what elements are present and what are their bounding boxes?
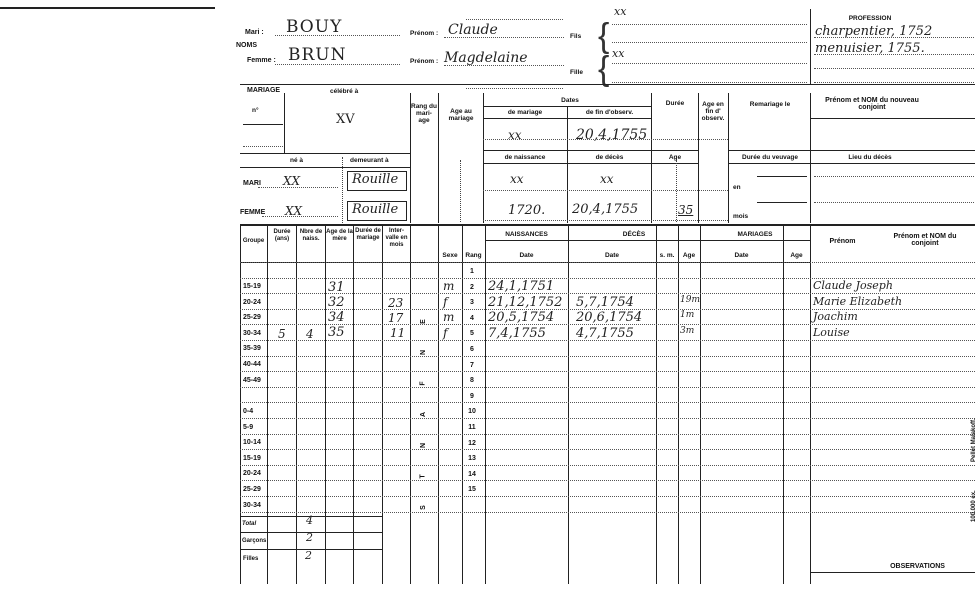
- noms-label: NOMS: [236, 42, 257, 49]
- femme-naissance-value: 1720.: [508, 203, 546, 218]
- en-label: en: [733, 184, 741, 191]
- filles-value: 2: [305, 549, 312, 562]
- prof-line-2: [814, 54, 974, 55]
- group-label: 0-4: [243, 408, 254, 415]
- rang-number: 1: [470, 268, 474, 275]
- fille-line-1: [612, 63, 807, 64]
- duree-30-34: 5: [278, 327, 286, 341]
- fin-observ-label: de fin d'observ.: [585, 109, 634, 116]
- enfants-letter: T: [419, 474, 427, 479]
- mg-v8: [810, 93, 811, 223]
- ne-demeurant-divider: [342, 157, 343, 223]
- group-label: 25-29: [243, 314, 261, 321]
- intervalle-1: 23: [388, 296, 404, 310]
- mg-h3: [483, 150, 698, 151]
- table-row-line: [240, 371, 975, 372]
- mg-dots-3: [483, 220, 728, 221]
- mari-name-line: [275, 35, 400, 36]
- enfants-letter: E: [419, 319, 427, 324]
- table-top-border: [240, 224, 975, 226]
- table-row-line: [240, 496, 975, 497]
- mg-h2: [483, 118, 651, 119]
- mari-deces-value: xx: [600, 172, 614, 186]
- enfants-letter: S: [419, 505, 427, 510]
- table-row-line: [240, 402, 975, 403]
- top-dotted-line: [466, 19, 563, 20]
- rang-number: 13: [468, 455, 476, 462]
- mg-v3: [483, 93, 484, 223]
- mg-v6: [698, 93, 699, 223]
- prof-line-1: [814, 37, 974, 38]
- table-row-line: [240, 465, 975, 466]
- femme-prenom: Magdelaine: [444, 50, 528, 66]
- th-prenom: Prénom: [829, 238, 856, 245]
- intervalle-3: 11: [390, 326, 406, 340]
- age-mere-1: 31: [328, 280, 345, 295]
- de-mariage-label: de mariage: [507, 109, 543, 116]
- child-sexe: m: [443, 310, 455, 324]
- group-label: 30-34: [243, 502, 261, 509]
- group-label: 40-44: [243, 361, 261, 368]
- mariage-no-line: [243, 124, 283, 125]
- mg-dots-1: [483, 139, 728, 140]
- header-bottom-dotted: [466, 88, 563, 89]
- femme-ne-dots: [262, 216, 338, 217]
- obs-line: [810, 572, 975, 573]
- group-label: 20-24: [243, 470, 261, 477]
- child-sexe: f: [443, 295, 448, 309]
- fils-label: Fils: [570, 33, 582, 40]
- group-label: 25-29: [243, 486, 261, 493]
- group-label: 15-19: [243, 283, 261, 290]
- femme-prenom-line: [444, 65, 564, 66]
- garcons-line: [240, 532, 382, 533]
- dates-label: Dates: [561, 97, 579, 104]
- child-age: 3m: [680, 326, 695, 336]
- child-prenom: Marie Elizabeth: [813, 295, 903, 308]
- enfants-letter: F: [419, 381, 427, 386]
- duree-label: Durée: [665, 100, 685, 107]
- rang-number: 2: [470, 284, 474, 291]
- mg-v5: [651, 93, 652, 223]
- mg-v4: [567, 106, 568, 223]
- th-nbre-naiss: Nbre de naiss.: [299, 229, 323, 242]
- enfants-letter: N: [420, 349, 428, 356]
- rang-number: 8: [470, 377, 474, 384]
- duree-dotted-mid: [676, 160, 677, 222]
- group-label: 30-34: [243, 330, 261, 337]
- femme-label: Femme :: [247, 57, 276, 64]
- mari-demeurant: Rouille: [352, 172, 399, 187]
- rang-number: 11: [468, 424, 476, 431]
- th-naissances: NAISSANCES: [505, 231, 548, 238]
- profession-label: PROFESSION: [848, 15, 892, 22]
- table-row-line: [240, 418, 975, 419]
- date-fin-observ-value: 20,4,1755: [576, 127, 648, 143]
- mg-v2: [438, 93, 439, 223]
- group-label: 20-24: [243, 299, 261, 306]
- total-label: Total: [242, 521, 257, 527]
- fille-value: xx: [612, 47, 625, 60]
- child-naissance: 21,12,1752: [488, 295, 563, 310]
- age-dotted-mid: [460, 160, 461, 222]
- filles-line: [240, 549, 382, 550]
- enfants-letter: A: [420, 411, 428, 418]
- rang-number: 12: [468, 440, 476, 447]
- fille-label: Fille: [570, 69, 584, 76]
- veuvage-line-1: [757, 176, 807, 177]
- nbre-30-34: 4: [306, 327, 314, 341]
- mariage-top-border: [240, 84, 975, 85]
- th-age-mere: Age de la mère: [326, 229, 353, 242]
- femme-row-label: FEMME: [240, 209, 266, 216]
- table-row-line: [240, 434, 975, 435]
- femme-deces-value: 20,4,1755: [572, 202, 639, 217]
- th-prenom-conjoint: Prénom et NOM du conjoint: [893, 233, 957, 247]
- mari-naissance-value: xx: [510, 172, 524, 186]
- th-mar-date: Date: [734, 252, 749, 259]
- intervalle-2: 17: [388, 311, 404, 325]
- th-mariages: MARIAGES: [737, 231, 773, 238]
- th-mar-age: Age: [790, 252, 803, 259]
- child-age: 19m: [680, 295, 700, 305]
- fils-line-1: [612, 24, 807, 25]
- mg-h4: [483, 163, 698, 164]
- mois-label: mois: [733, 213, 749, 220]
- femme-demeurant: Rouille: [352, 202, 399, 217]
- lieu-line-2: [814, 202, 974, 203]
- fils-value: xx: [614, 5, 627, 18]
- profession-2: menuisier, 1755.: [815, 41, 925, 56]
- rang-number: 14: [468, 471, 476, 478]
- child-deces: 5,7,1754: [576, 295, 634, 310]
- rang-number: 5: [470, 330, 474, 337]
- femme-ne-value: XX: [285, 204, 303, 218]
- lieu-deces-label: Lieu du décès: [848, 154, 892, 161]
- demeurant-label: demeurant à: [350, 157, 389, 164]
- rang-number: 15: [468, 486, 476, 493]
- publisher-label: Pellet Malakoff.: [971, 418, 977, 462]
- th-duree-mariage: Durée de mariage: [355, 228, 381, 241]
- celebre-label: célébré à: [330, 88, 359, 95]
- top-left-rule: [0, 7, 215, 9]
- age-col-label: Age: [668, 154, 682, 161]
- rang-number: 6: [470, 346, 474, 353]
- de-deces-label: de décès: [595, 154, 624, 161]
- group-label: 10-14: [243, 439, 261, 446]
- child-deces: 20,6,1754: [576, 310, 643, 325]
- child-naissance: 24,1,1751: [488, 279, 555, 294]
- mg-dots-2: [483, 190, 728, 191]
- total-line: [240, 516, 382, 517]
- rang-label: Rang du mari-age: [411, 103, 437, 124]
- th-deces-date: Date: [604, 252, 620, 259]
- mg-h7: [810, 118, 975, 119]
- age-mere-4: 35: [328, 325, 345, 340]
- table-row-line: [240, 449, 975, 450]
- mg-h1: [483, 106, 651, 107]
- group-label: 45-49: [243, 377, 261, 384]
- duree-veuvage-label: Durée du veuvage: [742, 154, 798, 161]
- rang-number: 4: [470, 315, 474, 322]
- header-divider: [810, 9, 811, 85]
- child-prenom: Joachim: [813, 310, 858, 323]
- fils-line-2: [612, 42, 807, 43]
- mari-ne-dots: [258, 187, 338, 188]
- remariage-label: Remariage le: [749, 101, 791, 108]
- table-row-line: [240, 480, 975, 481]
- mari-prenom-label: Prénom :: [410, 30, 439, 37]
- th-intervalle: Inter-valle en mois: [385, 228, 408, 248]
- print-run-label: 100.000 ex.: [971, 490, 977, 522]
- th-groupe: Groupe: [242, 238, 265, 244]
- no-label: n°: [252, 107, 259, 114]
- femme-age-value: 35: [678, 203, 694, 217]
- mari-row-label: MARI: [243, 180, 261, 187]
- child-prenom: Louise: [813, 326, 850, 339]
- mg-h5: [728, 150, 975, 151]
- group-label: 35-39: [243, 345, 261, 352]
- age-mariage-label: Age au mariage: [448, 108, 474, 122]
- fille-line-2: [612, 82, 807, 83]
- group-label: 5-9: [243, 424, 254, 431]
- rang-number: 7: [470, 362, 474, 369]
- femme-prenom-label: Prénom :: [410, 58, 439, 65]
- veuvage-line-2: [757, 202, 807, 203]
- garcons-value: 2: [306, 531, 313, 544]
- prof-line-3: [814, 68, 974, 69]
- th-sm: s. m.: [659, 252, 675, 259]
- table-row-line: [240, 356, 975, 357]
- child-sexe: m: [443, 279, 455, 293]
- mari-prenom: Claude: [448, 22, 498, 38]
- observations-label: OBSERVATIONS: [890, 563, 945, 570]
- mg-h6: [728, 163, 975, 164]
- table-row-line: [240, 262, 975, 263]
- nouveau-conjoint-label: Prénom et NOM du nouveau conjoint: [825, 97, 919, 111]
- child-naissance: 7,4,1755: [488, 326, 546, 341]
- mari-name: BOUY: [286, 17, 343, 37]
- rang-number: 10: [468, 408, 476, 415]
- fille-brace: {: [598, 50, 610, 88]
- child-naissance: 20,5,1754: [488, 310, 555, 325]
- mariage-sub-line: [240, 153, 410, 154]
- femme-name: BRUN: [288, 45, 347, 65]
- group-label: 15-19: [243, 455, 261, 462]
- th-sub-line: [485, 240, 810, 241]
- mari-ne-value: XX: [283, 174, 301, 188]
- rang-number: 3: [470, 299, 474, 306]
- age-mere-2: 32: [328, 295, 345, 310]
- mariage-no-dots: [243, 146, 283, 147]
- table-row-line: [240, 512, 975, 513]
- th-rang: Rang: [465, 252, 482, 259]
- table-row-line: [240, 293, 975, 294]
- child-deces: 4,7,1755: [576, 326, 634, 341]
- th-duree-ans: Durée (ans): [273, 229, 291, 242]
- mari-prenom-line: [444, 37, 564, 38]
- mg-v7: [728, 93, 729, 223]
- mariage-no-divider: [284, 93, 285, 153]
- de-naissance-label: de naissance: [504, 154, 546, 161]
- age-mere-3: 34: [328, 310, 345, 325]
- lieu-line-1: [814, 176, 974, 177]
- total-value: 4: [306, 514, 313, 527]
- ne-a-label: né à: [290, 157, 304, 164]
- femme-name-line: [275, 64, 400, 65]
- enfants-letter: N: [420, 442, 428, 449]
- mari-label: Mari :: [245, 29, 264, 36]
- ne-line: [240, 167, 410, 168]
- garcons-label: Garçons: [242, 538, 267, 544]
- date-mariage-value: xx: [508, 128, 522, 142]
- th-naiss-date: Date: [519, 252, 534, 259]
- th-age: Age: [682, 252, 696, 259]
- child-sexe: f: [443, 326, 448, 340]
- prof-line-4: [814, 82, 974, 83]
- age-fin-label: Age en fin d' observ.: [701, 101, 725, 122]
- rang-number: 9: [470, 393, 474, 400]
- profession-1: charpentier, 1752: [815, 24, 933, 39]
- fils-brace: {: [598, 17, 610, 55]
- child-age: 1m: [680, 310, 695, 320]
- mariage-label: MARIAGE: [247, 87, 281, 94]
- th-deces: DÉCÈS: [622, 231, 646, 238]
- table-row-line: [240, 387, 975, 388]
- filles-label: Filles: [243, 556, 259, 562]
- celebre-value: XV: [336, 112, 355, 127]
- th-sexe: Sexe: [442, 252, 458, 259]
- child-prenom: Claude Joseph: [813, 279, 893, 292]
